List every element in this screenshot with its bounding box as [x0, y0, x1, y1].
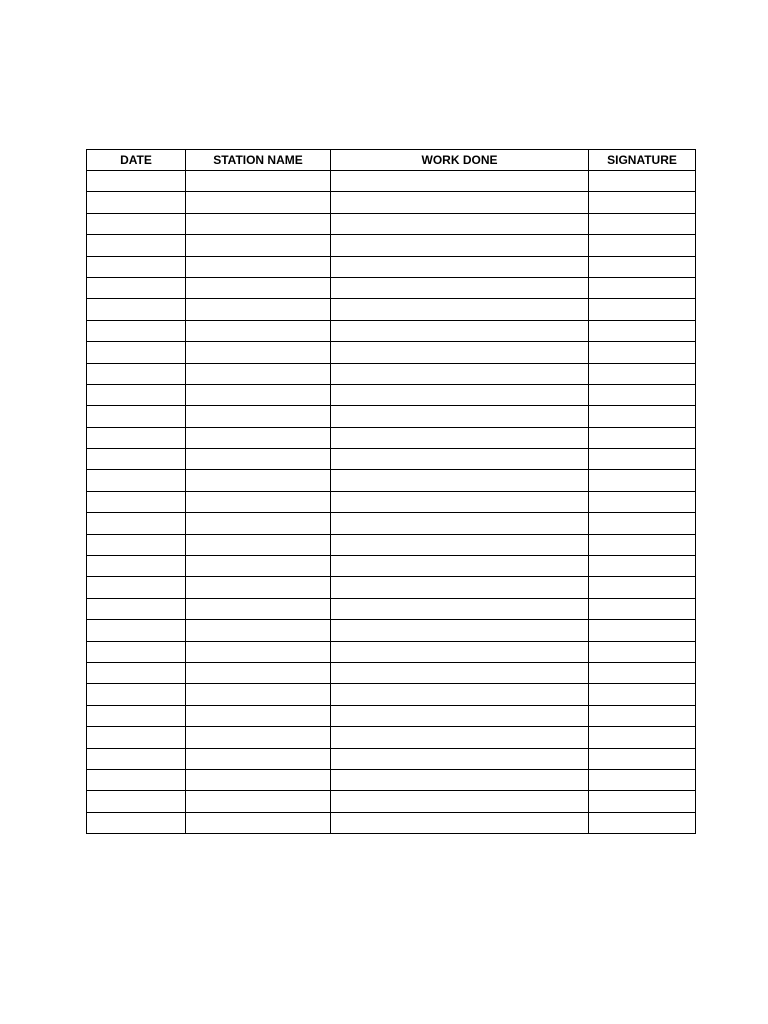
work-done-cell [331, 256, 589, 277]
work-done-cell [331, 748, 589, 769]
station-name-cell [186, 299, 331, 320]
station-name-cell [186, 598, 331, 619]
work-done-cell [331, 427, 589, 448]
station-name-cell [186, 662, 331, 683]
signature-cell [589, 427, 696, 448]
table-row [87, 812, 696, 833]
table-row [87, 513, 696, 534]
table-row [87, 620, 696, 641]
work-done-cell [331, 662, 589, 683]
table-row [87, 171, 696, 192]
work-done-cell [331, 812, 589, 833]
station-name-cell [186, 705, 331, 726]
header-signature: SIGNATURE [589, 150, 696, 171]
station-name-cell [186, 171, 331, 192]
signature-cell [589, 684, 696, 705]
station-name-cell [186, 513, 331, 534]
work-done-cell [331, 705, 589, 726]
signature-cell [589, 491, 696, 512]
table-row [87, 769, 696, 790]
work-done-cell [331, 384, 589, 405]
work-done-cell [331, 470, 589, 491]
work-done-cell [331, 769, 589, 790]
station-name-cell [186, 620, 331, 641]
table-row [87, 342, 696, 363]
work-done-cell [331, 641, 589, 662]
signature-cell [589, 620, 696, 641]
date-cell [87, 534, 186, 555]
table-row [87, 277, 696, 298]
work-done-cell [331, 791, 589, 812]
date-cell [87, 641, 186, 662]
work-done-cell [331, 598, 589, 619]
work-done-cell [331, 363, 589, 384]
table-row [87, 491, 696, 512]
signature-cell [589, 705, 696, 726]
signature-cell [589, 534, 696, 555]
date-cell [87, 427, 186, 448]
date-cell [87, 556, 186, 577]
date-cell [87, 277, 186, 298]
table-row [87, 256, 696, 277]
station-name-cell [186, 577, 331, 598]
table-header-row [87, 150, 696, 171]
signature-cell [589, 256, 696, 277]
table-row [87, 534, 696, 555]
work-done-cell [331, 277, 589, 298]
signature-cell [589, 727, 696, 748]
date-cell [87, 171, 186, 192]
signature-cell [589, 662, 696, 683]
station-name-cell [186, 491, 331, 512]
signature-cell [589, 556, 696, 577]
signature-cell [589, 513, 696, 534]
station-name-cell [186, 406, 331, 427]
signature-cell [589, 791, 696, 812]
date-cell [87, 491, 186, 512]
work-done-cell [331, 192, 589, 213]
work-done-cell [331, 620, 589, 641]
date-cell [87, 513, 186, 534]
date-cell [87, 769, 186, 790]
header-work-done: WORK DONE [331, 150, 589, 171]
table-row [87, 705, 696, 726]
date-cell [87, 299, 186, 320]
signature-cell [589, 641, 696, 662]
work-done-cell [331, 171, 589, 192]
station-name-cell [186, 320, 331, 341]
station-name-cell [186, 727, 331, 748]
work-done-cell [331, 342, 589, 363]
signature-cell [589, 235, 696, 256]
table-row [87, 791, 696, 812]
station-name-cell [186, 556, 331, 577]
date-cell [87, 320, 186, 341]
work-done-cell [331, 235, 589, 256]
date-cell [87, 235, 186, 256]
work-done-cell [331, 491, 589, 512]
signature-cell [589, 577, 696, 598]
work-done-cell [331, 449, 589, 470]
signature-cell [589, 192, 696, 213]
date-cell [87, 620, 186, 641]
station-name-cell [186, 363, 331, 384]
signature-cell [589, 769, 696, 790]
date-cell [87, 406, 186, 427]
date-cell [87, 662, 186, 683]
table-row [87, 363, 696, 384]
header-date: DATE [87, 150, 186, 171]
station-name-cell [186, 791, 331, 812]
table-row [87, 449, 696, 470]
work-done-cell [331, 684, 589, 705]
work-done-cell [331, 213, 589, 234]
signature-cell [589, 213, 696, 234]
station-name-cell [186, 748, 331, 769]
station-name-cell [186, 812, 331, 833]
table-row [87, 192, 696, 213]
date-cell [87, 342, 186, 363]
signature-cell [589, 470, 696, 491]
date-cell [87, 705, 186, 726]
signature-cell [589, 598, 696, 619]
table-row [87, 641, 696, 662]
signature-cell [589, 171, 696, 192]
table-row [87, 577, 696, 598]
date-cell [87, 256, 186, 277]
table-row [87, 748, 696, 769]
date-cell [87, 449, 186, 470]
station-name-cell [186, 256, 331, 277]
table-body [87, 171, 696, 834]
work-done-cell [331, 299, 589, 320]
table-row [87, 662, 696, 683]
signature-cell [589, 320, 696, 341]
station-name-cell [186, 684, 331, 705]
station-name-cell [186, 235, 331, 256]
signature-cell [589, 342, 696, 363]
signature-cell [589, 299, 696, 320]
date-cell [87, 748, 186, 769]
station-name-cell [186, 769, 331, 790]
table-row [87, 727, 696, 748]
date-cell [87, 812, 186, 833]
signature-cell [589, 812, 696, 833]
station-name-cell [186, 427, 331, 448]
work-done-cell [331, 727, 589, 748]
work-done-cell [331, 534, 589, 555]
station-name-cell [186, 213, 331, 234]
table-row [87, 556, 696, 577]
date-cell [87, 363, 186, 384]
signature-cell [589, 363, 696, 384]
station-name-cell [186, 192, 331, 213]
station-name-cell [186, 342, 331, 363]
station-name-cell [186, 534, 331, 555]
header-station-name: STATION NAME [186, 150, 331, 171]
work-done-cell [331, 406, 589, 427]
date-cell [87, 791, 186, 812]
work-done-cell [331, 556, 589, 577]
date-cell [87, 684, 186, 705]
table-row [87, 213, 696, 234]
signature-cell [589, 384, 696, 405]
station-name-cell [186, 277, 331, 298]
date-cell [87, 192, 186, 213]
table-row [87, 384, 696, 405]
signature-cell [589, 449, 696, 470]
date-cell [87, 470, 186, 491]
table-row [87, 470, 696, 491]
table-row [87, 406, 696, 427]
table-row [87, 684, 696, 705]
date-cell [87, 384, 186, 405]
station-name-cell [186, 384, 331, 405]
table-row [87, 598, 696, 619]
station-name-cell [186, 449, 331, 470]
table-row [87, 320, 696, 341]
station-name-cell [186, 641, 331, 662]
work-done-cell [331, 577, 589, 598]
signature-cell [589, 277, 696, 298]
station-name-cell [186, 470, 331, 491]
work-done-cell [331, 320, 589, 341]
work-done-cell [331, 513, 589, 534]
maintenance-log-table [86, 149, 696, 834]
date-cell [87, 727, 186, 748]
date-cell [87, 213, 186, 234]
table-row [87, 235, 696, 256]
date-cell [87, 598, 186, 619]
signature-cell [589, 748, 696, 769]
signature-cell [589, 406, 696, 427]
table-row [87, 299, 696, 320]
date-cell [87, 577, 186, 598]
table-row [87, 427, 696, 448]
